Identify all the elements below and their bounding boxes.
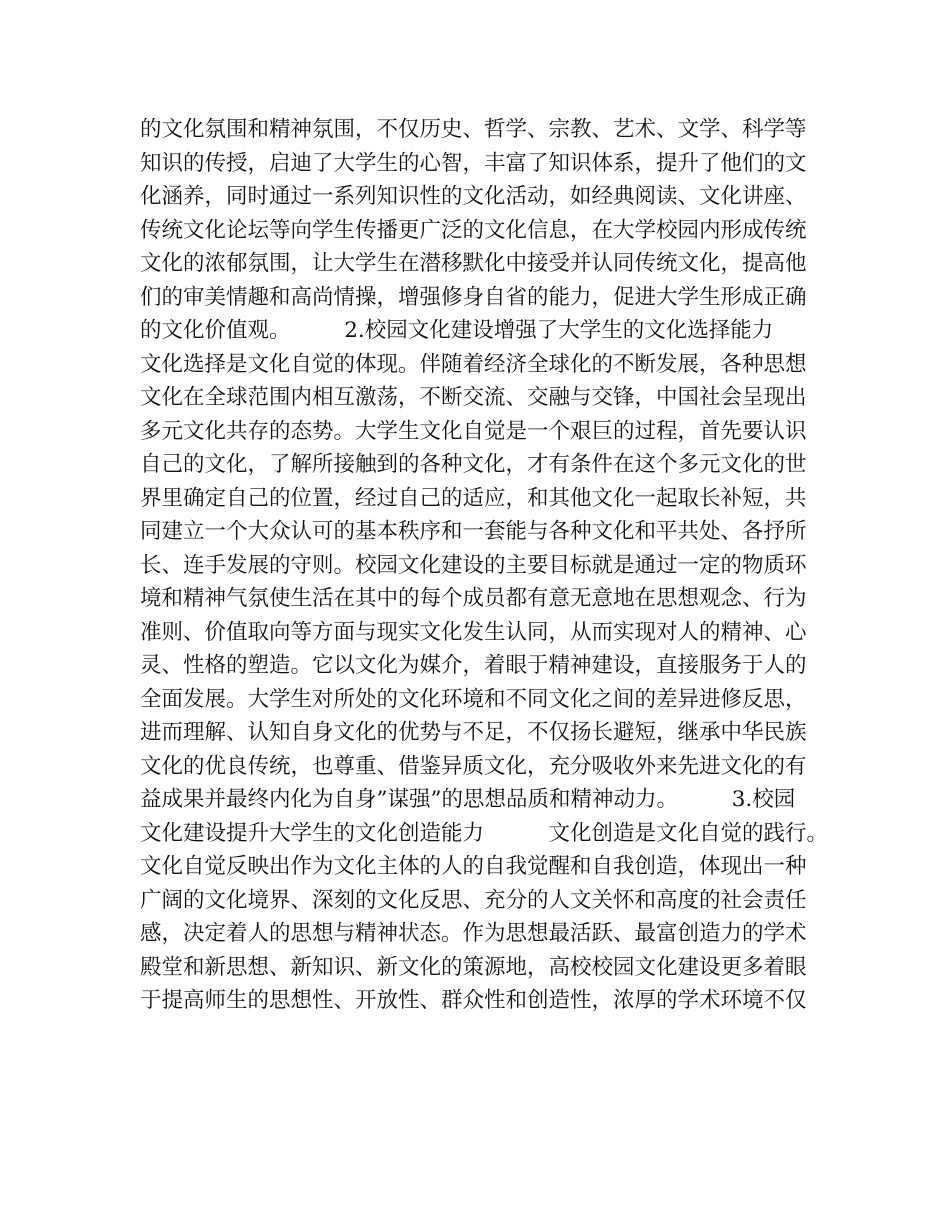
text-line: 知识的传授，启迪了大学生的心智，丰富了知识体系，提升了他们的文 (140, 150, 807, 176)
text-line: 们的审美情趣和高尚情操，增强修身自省的能力，促进大学生形成正确 (140, 284, 807, 310)
text-line: 文化建设提升大学生的文化创造能力 文化创造是文化自觉的践行。 (140, 820, 829, 846)
text-line: 益成果并最终内化为自身”谋强”的思想品质和精神动力。 3.校园 (140, 787, 796, 812)
text-line: 准则、价值取向等方面与现实文化发生认同，从而实现对人的精神、心 (140, 619, 807, 645)
text-line: 进而理解、认知自身文化的优势与不足，不仅扬长避短，继承中华民族 (140, 720, 807, 745)
text-line: 于提高师生的思想性、开放性、群众性和创造性，浓厚的学术环境不仅 (140, 988, 807, 1013)
text-line: 长、连手发展的守则。校园文化建设的主要目标就是通过一定的物质环 (140, 552, 807, 578)
text-line: 界里确定自己的位置，经过自己的适应，和其他文化一起取长补短，共 (140, 485, 807, 511)
text-line: 感，决定着人的思想与精神状态。作为思想最活跃、最富创造力的学术 (140, 921, 807, 946)
text-line: 文化选择是文化自觉的体现。伴随着经济全球化的不断发展，各种思想 (140, 351, 807, 377)
text-line: 殿堂和新思想、新知识、新文化的策源地，高校校园文化建设更多着眼 (140, 954, 807, 980)
text-line: 文化在全球范围内相互激荡，不断交流、交融与交锋，中国社会呈现出 (140, 385, 807, 410)
text-line: 传统文化论坛等向学生传播更广泛的文化信息，在大学校园内形成传统 (140, 217, 807, 243)
text-line: 文化的浓郁氛围，让大学生在潜移默化中接受并认同传统文化，提高他 (140, 251, 807, 276)
text-line: 的文化价值观。 2.校园文化建设增强了大学生的文化选择能力 (140, 318, 774, 343)
text-line: 自己的文化，了解所接触到的各种文化，才有条件在这个多元文化的世 (140, 452, 807, 477)
body-text (140, 113, 830, 1018)
text-line: 多元文化共存的态势。大学生文化自觉是一个艰巨的过程，首先要认识 (140, 418, 807, 444)
text-line: 文化的优良传统，也尊重、借鉴异质文化，充分吸收外来先进文化的有 (140, 753, 807, 779)
text-line: 同建立一个大众认可的基本秩序和一套能与各种文化和平共处、各抒所 (140, 519, 807, 544)
text-line: 全面发展。大学生对所处的文化环境和不同文化之间的差异进修反思， (140, 686, 807, 712)
text-line: 的文化氛围和精神氛围，不仅历史、哲学、宗教、艺术、文学、科学等 (140, 117, 807, 142)
text-line: 文化自觉反映出作为文化主体的人的自我觉醒和自我创造，体现出一种 (140, 854, 807, 879)
text-line: 化涵养，同时通过一系列知识性的文化活动，如经典阅读、文化讲座、 (140, 184, 807, 209)
text-line: 广阔的文化境界、深刻的文化反思、充分的人文关怀和高度的社会责任 (140, 887, 807, 913)
text-line: 境和精神气氛使生活在其中的每个成员都有意无意地在思想观念、行为 (140, 586, 807, 611)
text-line: 灵、性格的塑造。它以文化为媒介，着眼于精神建设，直接服务于人的 (140, 653, 807, 678)
